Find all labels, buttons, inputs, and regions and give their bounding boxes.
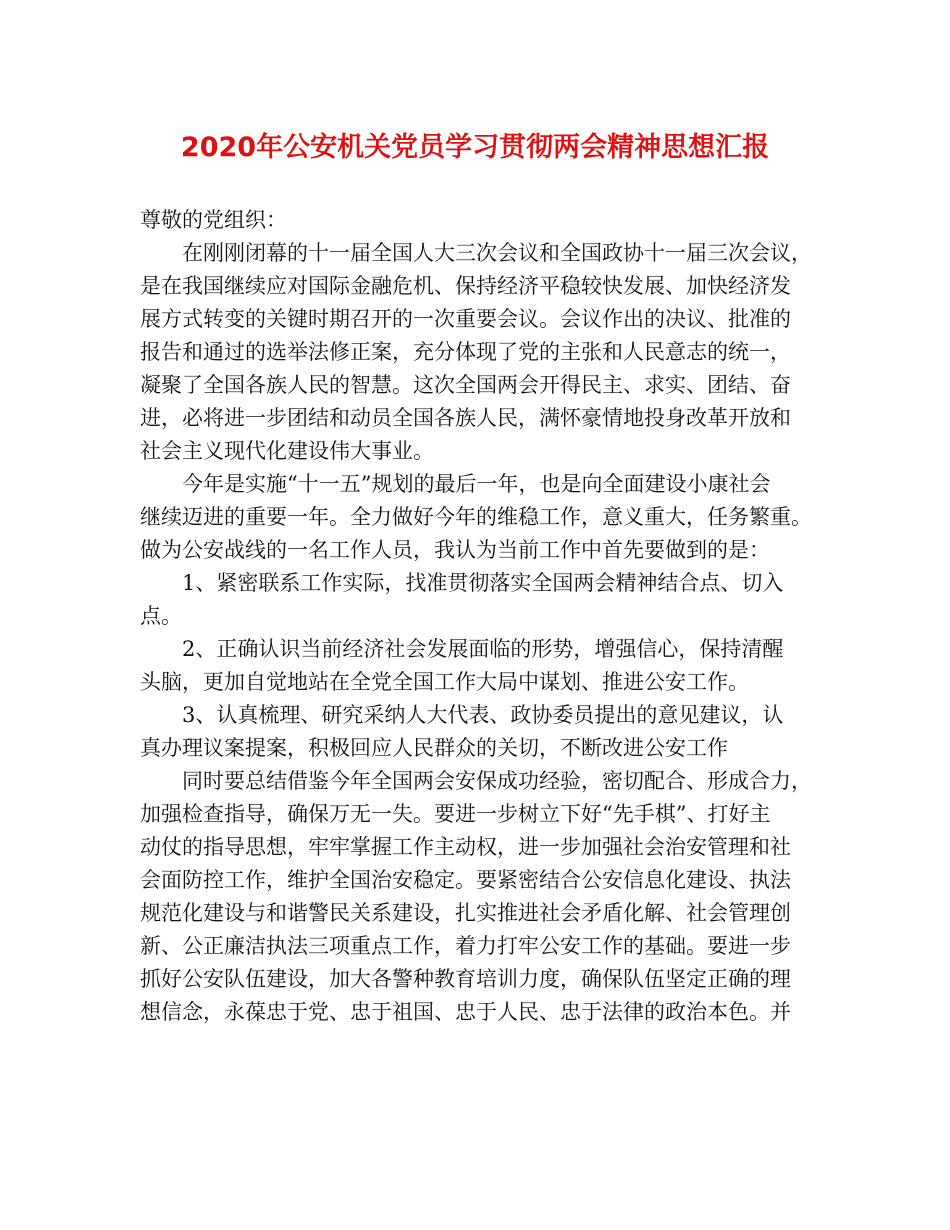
body-line: 继续迈进的重要一年。全力做好今年的维稳工作，意义重大，任务繁重。 — [140, 505, 812, 529]
body-line: 新、公正廉洁执法三项重点工作，着力打牢公安工作的基础。要进一步 — [140, 934, 791, 958]
body-line: 头脑，更加自觉地站在全党全国工作大局中谋划、推进公安工作。 — [140, 670, 749, 694]
body-line: 3、认真梳理、研究采纳人大代表、政协委员提出的意见建议，认 — [182, 703, 784, 727]
body-line: 2、正确认识当前经济社会发展面临的形势，增强信心，保持清醒 — [182, 637, 784, 661]
body-line: 动仗的指导思想，牢牢掌握工作主动权，进一步加强社会治安管理和社 — [140, 835, 791, 859]
body-line: 凝聚了全国各族人民的智慧。这次全国两会开得民主、求实、团结、奋 — [140, 373, 791, 397]
body-line: 想信念，永葆忠于党、忠于祖国、忠于人民、忠于法律的政治本色。并 — [140, 1000, 791, 1024]
body-line: 点。 — [140, 604, 182, 628]
body-lines — [140, 237, 820, 1029]
body-line: 做为公安战线的一名工作人员，我认为当前工作中首先要做到的是： — [140, 538, 770, 562]
body-line: 规范化建设与和谐警民关系建设，扎实推进社会矛盾化解、社会管理创 — [140, 901, 791, 925]
body-line: 今年是实施“十一五”规划的最后一年，也是向全面建设小康社会 — [182, 472, 771, 496]
body-line: 真办理议案提案，积极回应人民群众的关切，不断改进公安工作 — [140, 736, 728, 760]
salutation: 尊敬的党组织： — [140, 208, 287, 232]
body-line: 加强检查指导，确保万无一失。要进一步树立下好“先手棋”、打好主 — [140, 802, 771, 826]
body-line: 抓好公安队伍建设，加大各警种教育培训力度，确保队伍坚定正确的理 — [140, 967, 791, 991]
body-line: 同时要总结借鉴今年全国两会安保成功经验，密切配合、形成合力， — [182, 769, 812, 793]
document-title: 2020年公安机关党员学习贯彻两会精神思想汇报 — [180, 132, 770, 163]
body-line: 1、紧密联系工作实际，找准贯彻落实全国两会精神结合点、切入 — [182, 571, 784, 595]
body-line: 在刚刚闭幕的十一届全国人大三次会议和全国政协十一届三次会议， — [182, 241, 812, 265]
body-line: 是在我国继续应对国际金融危机、保持经济平稳较快发展、加快经济发 — [140, 274, 791, 298]
body-line: 社会主义现代化建设伟大事业。 — [140, 439, 434, 463]
body-line: 进，必将进一步团结和动员全国各族人民，满怀豪情地投身改革开放和 — [140, 406, 791, 430]
body-line: 展方式转变的关键时期召开的一次重要会议。会议作出的决议、批准的 — [140, 307, 791, 331]
body-line: 报告和通过的选举法修正案，充分体现了党的主张和人民意志的统一， — [140, 340, 791, 364]
body-line: 会面防控工作，维护全国治安稳定。要紧密结合公安信息化建设、执法 — [140, 868, 791, 892]
document-body — [140, 204, 820, 1029]
